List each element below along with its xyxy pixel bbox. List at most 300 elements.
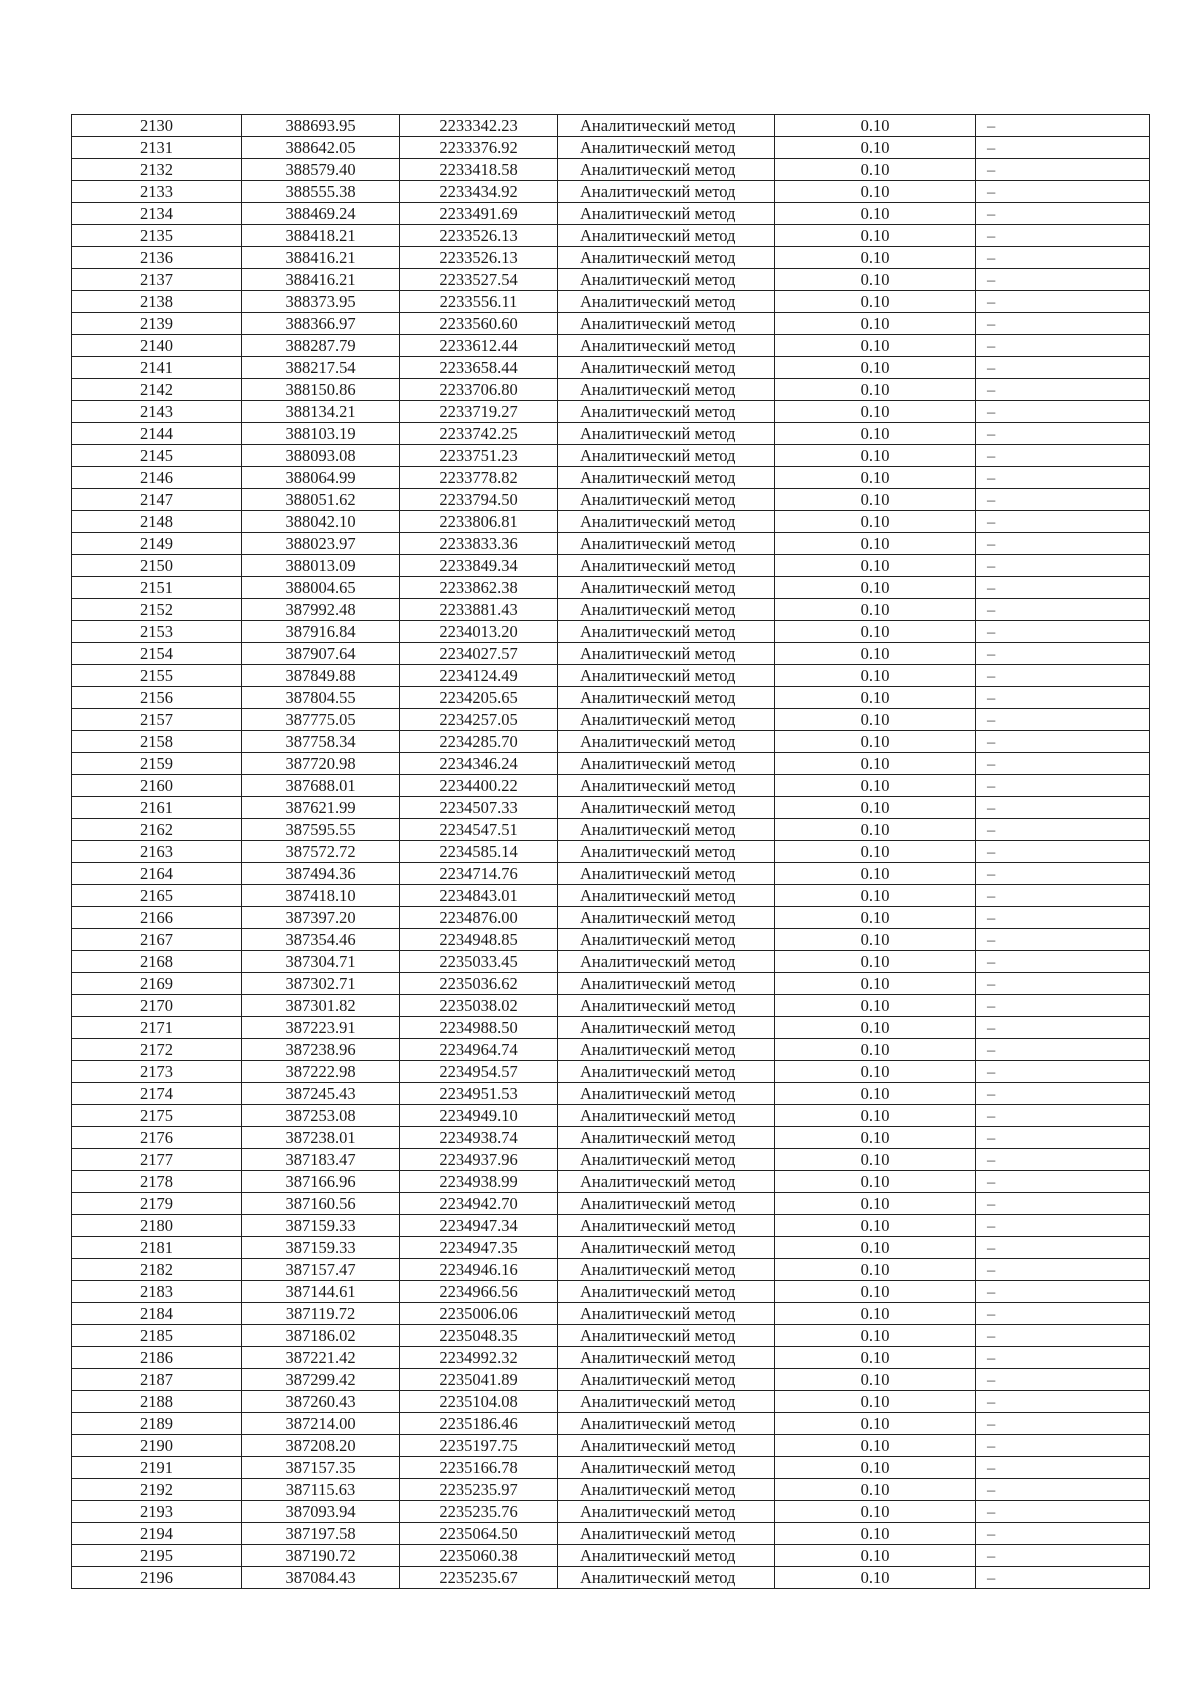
note-cell: – <box>976 995 1150 1017</box>
point-number-cell: 2172 <box>72 1039 242 1061</box>
point-number-cell: 2143 <box>72 401 242 423</box>
note-cell: – <box>976 863 1150 885</box>
point-number-cell: 2145 <box>72 445 242 467</box>
note-cell: – <box>976 357 1150 379</box>
table-row <box>72 599 1150 621</box>
table-row <box>72 555 1150 577</box>
y-coordinate-cell: 2234013.20 <box>400 621 558 643</box>
accuracy-cell: 0.10 <box>775 1149 976 1171</box>
y-coordinate-cell: 2233376.92 <box>400 137 558 159</box>
x-coordinate-cell: 387301.82 <box>242 995 400 1017</box>
note-cell: – <box>976 577 1150 599</box>
method-cell: Аналитический метод <box>558 511 775 533</box>
point-number-cell: 2170 <box>72 995 242 1017</box>
note-cell: – <box>976 1545 1150 1567</box>
y-coordinate-cell: 2235060.38 <box>400 1545 558 1567</box>
y-coordinate-cell: 2235166.78 <box>400 1457 558 1479</box>
x-coordinate-cell: 387916.84 <box>242 621 400 643</box>
coordinates-table <box>71 114 1150 1589</box>
point-number-cell: 2163 <box>72 841 242 863</box>
accuracy-cell: 0.10 <box>775 1413 976 1435</box>
method-cell: Аналитический метод <box>558 115 775 137</box>
accuracy-cell: 0.10 <box>775 599 976 621</box>
x-coordinate-cell: 387688.01 <box>242 775 400 797</box>
note-cell: – <box>976 709 1150 731</box>
note-cell: – <box>976 1523 1150 1545</box>
accuracy-cell: 0.10 <box>775 291 976 313</box>
method-cell: Аналитический метод <box>558 885 775 907</box>
method-cell: Аналитический метод <box>558 1567 775 1589</box>
table-row <box>72 621 1150 643</box>
coordinates-table-body <box>72 115 1150 1589</box>
point-number-cell: 2151 <box>72 577 242 599</box>
method-cell: Аналитический метод <box>558 533 775 555</box>
accuracy-cell: 0.10 <box>775 797 976 819</box>
accuracy-cell: 0.10 <box>775 203 976 225</box>
table-row <box>72 1413 1150 1435</box>
method-cell: Аналитический метод <box>558 467 775 489</box>
table-row <box>72 1171 1150 1193</box>
table-row <box>72 753 1150 775</box>
note-cell: – <box>976 137 1150 159</box>
table-row <box>72 1369 1150 1391</box>
method-cell: Аналитический метод <box>558 445 775 467</box>
method-cell: Аналитический метод <box>558 1413 775 1435</box>
accuracy-cell: 0.10 <box>775 181 976 203</box>
table-row <box>72 819 1150 841</box>
table-row <box>72 797 1150 819</box>
table-row <box>72 1215 1150 1237</box>
point-number-cell: 2158 <box>72 731 242 753</box>
point-number-cell: 2196 <box>72 1567 242 1589</box>
method-cell: Аналитический метод <box>558 841 775 863</box>
x-coordinate-cell: 388416.21 <box>242 269 400 291</box>
y-coordinate-cell: 2234954.57 <box>400 1061 558 1083</box>
method-cell: Аналитический метод <box>558 1061 775 1083</box>
note-cell: – <box>976 423 1150 445</box>
table-row <box>72 1237 1150 1259</box>
table-row <box>72 1325 1150 1347</box>
point-number-cell: 2187 <box>72 1369 242 1391</box>
y-coordinate-cell: 2234938.74 <box>400 1127 558 1149</box>
note-cell: – <box>976 929 1150 951</box>
accuracy-cell: 0.10 <box>775 1215 976 1237</box>
accuracy-cell: 0.10 <box>775 841 976 863</box>
accuracy-cell: 0.10 <box>775 1303 976 1325</box>
table-row <box>72 731 1150 753</box>
accuracy-cell: 0.10 <box>775 467 976 489</box>
note-cell: – <box>976 819 1150 841</box>
table-row <box>72 511 1150 533</box>
y-coordinate-cell: 2234547.51 <box>400 819 558 841</box>
y-coordinate-cell: 2234507.33 <box>400 797 558 819</box>
table-row <box>72 1501 1150 1523</box>
y-coordinate-cell: 2234843.01 <box>400 885 558 907</box>
method-cell: Аналитический метод <box>558 1369 775 1391</box>
method-cell: Аналитический метод <box>558 973 775 995</box>
method-cell: Аналитический метод <box>558 269 775 291</box>
x-coordinate-cell: 388416.21 <box>242 247 400 269</box>
y-coordinate-cell: 2234988.50 <box>400 1017 558 1039</box>
y-coordinate-cell: 2234992.32 <box>400 1347 558 1369</box>
note-cell: – <box>976 1237 1150 1259</box>
method-cell: Аналитический метод <box>558 313 775 335</box>
point-number-cell: 2138 <box>72 291 242 313</box>
point-number-cell: 2156 <box>72 687 242 709</box>
point-number-cell: 2159 <box>72 753 242 775</box>
x-coordinate-cell: 388051.62 <box>242 489 400 511</box>
method-cell: Аналитический метод <box>558 599 775 621</box>
method-cell: Аналитический метод <box>558 687 775 709</box>
table-row <box>72 643 1150 665</box>
method-cell: Аналитический метод <box>558 225 775 247</box>
table-row <box>72 181 1150 203</box>
x-coordinate-cell: 387595.55 <box>242 819 400 841</box>
y-coordinate-cell: 2234346.24 <box>400 753 558 775</box>
table-row <box>72 489 1150 511</box>
y-coordinate-cell: 2234947.34 <box>400 1215 558 1237</box>
accuracy-cell: 0.10 <box>775 423 976 445</box>
x-coordinate-cell: 387160.56 <box>242 1193 400 1215</box>
method-cell: Аналитический метод <box>558 291 775 313</box>
note-cell: – <box>976 973 1150 995</box>
table-row <box>72 423 1150 445</box>
y-coordinate-cell: 2233612.44 <box>400 335 558 357</box>
method-cell: Аналитический метод <box>558 863 775 885</box>
x-coordinate-cell: 387621.99 <box>242 797 400 819</box>
y-coordinate-cell: 2234585.14 <box>400 841 558 863</box>
accuracy-cell: 0.10 <box>775 511 976 533</box>
y-coordinate-cell: 2233658.44 <box>400 357 558 379</box>
method-cell: Аналитический метод <box>558 335 775 357</box>
method-cell: Аналитический метод <box>558 423 775 445</box>
x-coordinate-cell: 387299.42 <box>242 1369 400 1391</box>
note-cell: – <box>976 1391 1150 1413</box>
x-coordinate-cell: 388023.97 <box>242 533 400 555</box>
table-row <box>72 951 1150 973</box>
x-coordinate-cell: 387775.05 <box>242 709 400 731</box>
method-cell: Аналитический метод <box>558 951 775 973</box>
x-coordinate-cell: 387084.43 <box>242 1567 400 1589</box>
x-coordinate-cell: 387157.35 <box>242 1457 400 1479</box>
y-coordinate-cell: 2234949.10 <box>400 1105 558 1127</box>
accuracy-cell: 0.10 <box>775 401 976 423</box>
method-cell: Аналитический метод <box>558 1083 775 1105</box>
point-number-cell: 2169 <box>72 973 242 995</box>
note-cell: – <box>976 225 1150 247</box>
point-number-cell: 2142 <box>72 379 242 401</box>
x-coordinate-cell: 387260.43 <box>242 1391 400 1413</box>
method-cell: Аналитический метод <box>558 1479 775 1501</box>
point-number-cell: 2133 <box>72 181 242 203</box>
method-cell: Аналитический метод <box>558 929 775 951</box>
y-coordinate-cell: 2234205.65 <box>400 687 558 709</box>
y-coordinate-cell: 2235038.02 <box>400 995 558 1017</box>
x-coordinate-cell: 388134.21 <box>242 401 400 423</box>
table-row <box>72 159 1150 181</box>
table-row <box>72 357 1150 379</box>
method-cell: Аналитический метод <box>558 181 775 203</box>
accuracy-cell: 0.10 <box>775 709 976 731</box>
accuracy-cell: 0.10 <box>775 1171 976 1193</box>
note-cell: – <box>976 1567 1150 1589</box>
point-number-cell: 2185 <box>72 1325 242 1347</box>
x-coordinate-cell: 387849.88 <box>242 665 400 687</box>
method-cell: Аналитический метод <box>558 577 775 599</box>
note-cell: – <box>976 159 1150 181</box>
point-number-cell: 2152 <box>72 599 242 621</box>
accuracy-cell: 0.10 <box>775 753 976 775</box>
x-coordinate-cell: 387238.96 <box>242 1039 400 1061</box>
point-number-cell: 2166 <box>72 907 242 929</box>
accuracy-cell: 0.10 <box>775 1457 976 1479</box>
note-cell: – <box>976 1413 1150 1435</box>
y-coordinate-cell: 2233706.80 <box>400 379 558 401</box>
y-coordinate-cell: 2234937.96 <box>400 1149 558 1171</box>
note-cell: – <box>976 841 1150 863</box>
x-coordinate-cell: 388013.09 <box>242 555 400 577</box>
table-row <box>72 775 1150 797</box>
table-row <box>72 885 1150 907</box>
table-row <box>72 841 1150 863</box>
table-row <box>72 247 1150 269</box>
point-number-cell: 2140 <box>72 335 242 357</box>
method-cell: Аналитический метод <box>558 1171 775 1193</box>
note-cell: – <box>976 1303 1150 1325</box>
table-row <box>72 995 1150 1017</box>
y-coordinate-cell: 2235064.50 <box>400 1523 558 1545</box>
x-coordinate-cell: 387907.64 <box>242 643 400 665</box>
y-coordinate-cell: 2235104.08 <box>400 1391 558 1413</box>
point-number-cell: 2155 <box>72 665 242 687</box>
accuracy-cell: 0.10 <box>775 555 976 577</box>
note-cell: – <box>976 621 1150 643</box>
point-number-cell: 2182 <box>72 1259 242 1281</box>
y-coordinate-cell: 2233778.82 <box>400 467 558 489</box>
note-cell: – <box>976 1061 1150 1083</box>
table-row <box>72 929 1150 951</box>
accuracy-cell: 0.10 <box>775 1193 976 1215</box>
point-number-cell: 2195 <box>72 1545 242 1567</box>
note-cell: – <box>976 1281 1150 1303</box>
y-coordinate-cell: 2233849.34 <box>400 555 558 577</box>
accuracy-cell: 0.10 <box>775 1479 976 1501</box>
point-number-cell: 2161 <box>72 797 242 819</box>
table-row <box>72 687 1150 709</box>
table-row <box>72 269 1150 291</box>
y-coordinate-cell: 2234942.70 <box>400 1193 558 1215</box>
point-number-cell: 2130 <box>72 115 242 137</box>
y-coordinate-cell: 2234951.53 <box>400 1083 558 1105</box>
y-coordinate-cell: 2235235.97 <box>400 1479 558 1501</box>
note-cell: – <box>976 885 1150 907</box>
point-number-cell: 2147 <box>72 489 242 511</box>
note-cell: – <box>976 467 1150 489</box>
y-coordinate-cell: 2233527.54 <box>400 269 558 291</box>
y-coordinate-cell: 2235041.89 <box>400 1369 558 1391</box>
method-cell: Аналитический метод <box>558 247 775 269</box>
method-cell: Аналитический метод <box>558 159 775 181</box>
accuracy-cell: 0.10 <box>775 247 976 269</box>
table-row <box>72 115 1150 137</box>
accuracy-cell: 0.10 <box>775 819 976 841</box>
note-cell: – <box>976 1479 1150 1501</box>
x-coordinate-cell: 387418.10 <box>242 885 400 907</box>
point-number-cell: 2193 <box>72 1501 242 1523</box>
x-coordinate-cell: 387572.72 <box>242 841 400 863</box>
method-cell: Аналитический метод <box>558 1193 775 1215</box>
point-number-cell: 2149 <box>72 533 242 555</box>
x-coordinate-cell: 388418.21 <box>242 225 400 247</box>
table-row <box>72 335 1150 357</box>
table-row <box>72 1061 1150 1083</box>
y-coordinate-cell: 2234876.00 <box>400 907 558 929</box>
point-number-cell: 2186 <box>72 1347 242 1369</box>
note-cell: – <box>976 1105 1150 1127</box>
method-cell: Аналитический метод <box>558 1457 775 1479</box>
accuracy-cell: 0.10 <box>775 379 976 401</box>
note-cell: – <box>976 1127 1150 1149</box>
y-coordinate-cell: 2233881.43 <box>400 599 558 621</box>
x-coordinate-cell: 387190.72 <box>242 1545 400 1567</box>
y-coordinate-cell: 2235235.76 <box>400 1501 558 1523</box>
accuracy-cell: 0.10 <box>775 1347 976 1369</box>
point-number-cell: 2177 <box>72 1149 242 1171</box>
x-coordinate-cell: 388287.79 <box>242 335 400 357</box>
note-cell: – <box>976 203 1150 225</box>
accuracy-cell: 0.10 <box>775 577 976 599</box>
table-row <box>72 1347 1150 1369</box>
note-cell: – <box>976 687 1150 709</box>
y-coordinate-cell: 2234400.22 <box>400 775 558 797</box>
y-coordinate-cell: 2234964.74 <box>400 1039 558 1061</box>
y-coordinate-cell: 2233342.23 <box>400 115 558 137</box>
point-number-cell: 2180 <box>72 1215 242 1237</box>
x-coordinate-cell: 388373.95 <box>242 291 400 313</box>
point-number-cell: 2160 <box>72 775 242 797</box>
y-coordinate-cell: 2233862.38 <box>400 577 558 599</box>
y-coordinate-cell: 2233742.25 <box>400 423 558 445</box>
method-cell: Аналитический метод <box>558 621 775 643</box>
point-number-cell: 2137 <box>72 269 242 291</box>
table-row <box>72 1039 1150 1061</box>
y-coordinate-cell: 2234257.05 <box>400 709 558 731</box>
note-cell: – <box>976 1457 1150 1479</box>
x-coordinate-cell: 387144.61 <box>242 1281 400 1303</box>
accuracy-cell: 0.10 <box>775 1039 976 1061</box>
x-coordinate-cell: 387197.58 <box>242 1523 400 1545</box>
table-row <box>72 1105 1150 1127</box>
x-coordinate-cell: 388042.10 <box>242 511 400 533</box>
x-coordinate-cell: 387245.43 <box>242 1083 400 1105</box>
table-row <box>72 1149 1150 1171</box>
x-coordinate-cell: 387222.98 <box>242 1061 400 1083</box>
y-coordinate-cell: 2234027.57 <box>400 643 558 665</box>
x-coordinate-cell: 387804.55 <box>242 687 400 709</box>
y-coordinate-cell: 2233806.81 <box>400 511 558 533</box>
table-row <box>72 1259 1150 1281</box>
note-cell: – <box>976 643 1150 665</box>
table-row <box>72 467 1150 489</box>
method-cell: Аналитический метод <box>558 1325 775 1347</box>
table-row <box>72 225 1150 247</box>
point-number-cell: 2131 <box>72 137 242 159</box>
x-coordinate-cell: 388004.65 <box>242 577 400 599</box>
method-cell: Аналитический метод <box>558 1435 775 1457</box>
x-coordinate-cell: 387354.46 <box>242 929 400 951</box>
accuracy-cell: 0.10 <box>775 995 976 1017</box>
y-coordinate-cell: 2234714.76 <box>400 863 558 885</box>
point-number-cell: 2148 <box>72 511 242 533</box>
table-row <box>72 313 1150 335</box>
x-coordinate-cell: 387221.42 <box>242 1347 400 1369</box>
accuracy-cell: 0.10 <box>775 1061 976 1083</box>
method-cell: Аналитический метод <box>558 1127 775 1149</box>
point-number-cell: 2189 <box>72 1413 242 1435</box>
method-cell: Аналитический метод <box>558 401 775 423</box>
point-number-cell: 2136 <box>72 247 242 269</box>
x-coordinate-cell: 387183.47 <box>242 1149 400 1171</box>
y-coordinate-cell: 2233491.69 <box>400 203 558 225</box>
table-row <box>72 709 1150 731</box>
x-coordinate-cell: 387758.34 <box>242 731 400 753</box>
note-cell: – <box>976 1259 1150 1281</box>
x-coordinate-cell: 387093.94 <box>242 1501 400 1523</box>
y-coordinate-cell: 2233556.11 <box>400 291 558 313</box>
accuracy-cell: 0.10 <box>775 1369 976 1391</box>
note-cell: – <box>976 665 1150 687</box>
method-cell: Аналитический метод <box>558 1391 775 1413</box>
table-row <box>72 1523 1150 1545</box>
method-cell: Аналитический метод <box>558 643 775 665</box>
table-row <box>72 1391 1150 1413</box>
note-cell: – <box>976 1017 1150 1039</box>
x-coordinate-cell: 388579.40 <box>242 159 400 181</box>
table-row <box>72 1017 1150 1039</box>
y-coordinate-cell: 2234966.56 <box>400 1281 558 1303</box>
y-coordinate-cell: 2233418.58 <box>400 159 558 181</box>
note-cell: – <box>976 291 1150 313</box>
y-coordinate-cell: 2233751.23 <box>400 445 558 467</box>
method-cell: Аналитический метод <box>558 907 775 929</box>
note-cell: – <box>976 1347 1150 1369</box>
method-cell: Аналитический метод <box>558 1149 775 1171</box>
x-coordinate-cell: 387238.01 <box>242 1127 400 1149</box>
y-coordinate-cell: 2234947.35 <box>400 1237 558 1259</box>
x-coordinate-cell: 387157.47 <box>242 1259 400 1281</box>
accuracy-cell: 0.10 <box>775 731 976 753</box>
table-row <box>72 863 1150 885</box>
note-cell: – <box>976 401 1150 423</box>
note-cell: – <box>976 511 1150 533</box>
point-number-cell: 2174 <box>72 1083 242 1105</box>
x-coordinate-cell: 388150.86 <box>242 379 400 401</box>
point-number-cell: 2134 <box>72 203 242 225</box>
point-number-cell: 2175 <box>72 1105 242 1127</box>
table-row <box>72 1193 1150 1215</box>
accuracy-cell: 0.10 <box>775 863 976 885</box>
table-row <box>72 1281 1150 1303</box>
accuracy-cell: 0.10 <box>775 1237 976 1259</box>
accuracy-cell: 0.10 <box>775 951 976 973</box>
x-coordinate-cell: 387302.71 <box>242 973 400 995</box>
table-row <box>72 1457 1150 1479</box>
table-row <box>72 973 1150 995</box>
y-coordinate-cell: 2233434.92 <box>400 181 558 203</box>
note-cell: – <box>976 1149 1150 1171</box>
y-coordinate-cell: 2235033.45 <box>400 951 558 973</box>
note-cell: – <box>976 379 1150 401</box>
